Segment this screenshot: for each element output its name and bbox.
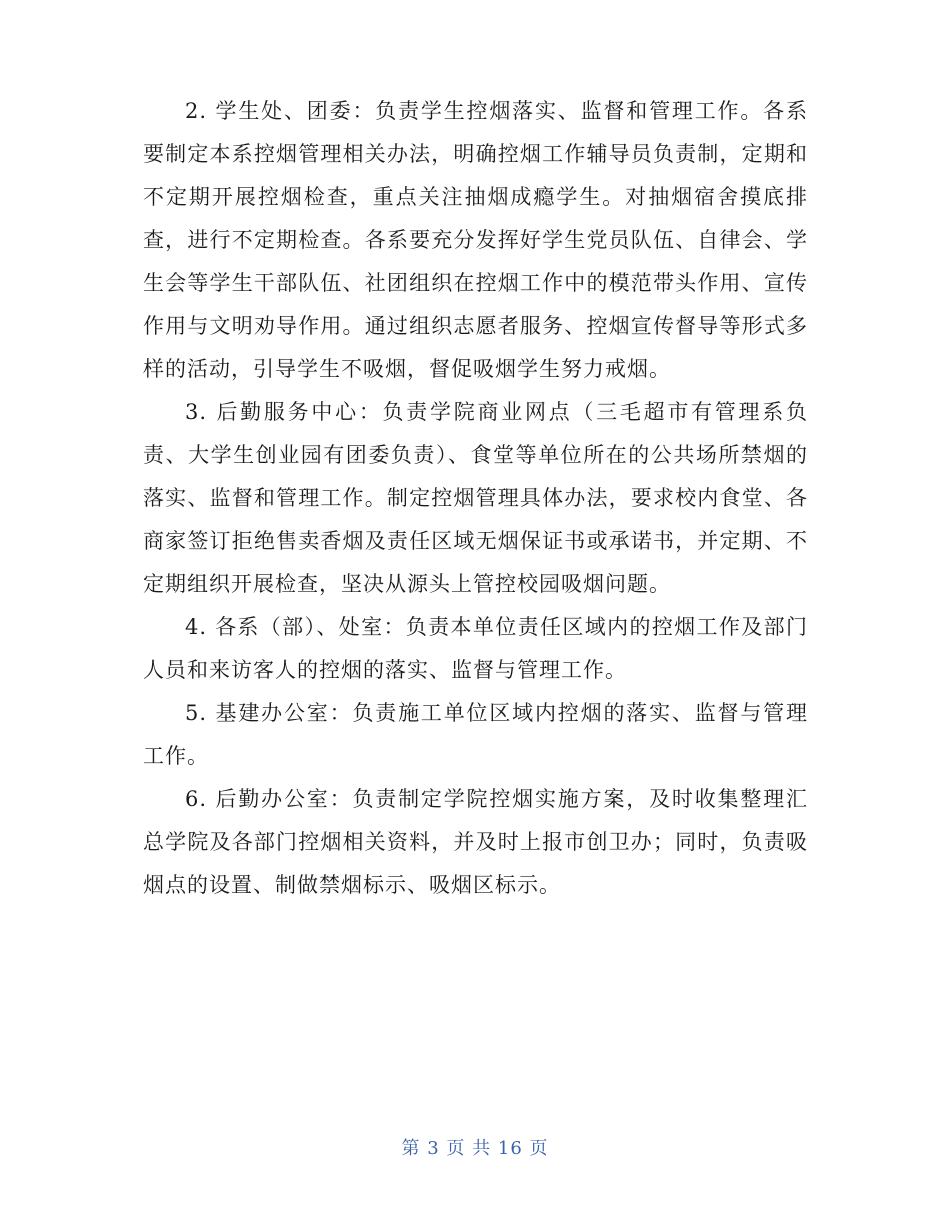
paragraph-departments: 4. 各系（部）、处室：负责本单位责任区域内的控烟工作及部门人员和来访客人的控烟的落实、监督与管理工作。	[143, 615, 808, 682]
paragraph-construction-office: 5. 基建办公室：负责施工单位区域内控烟的落实、监督与管理工作。	[143, 701, 808, 768]
footer-current-page: 3	[427, 1138, 440, 1159]
footer-total-pages: 16	[497, 1138, 523, 1159]
paragraph-logistics-office: 6. 后勤办公室：负责制定学院控烟实施方案，及时收集整理汇总学院及各部门控烟相关资料，并及时上报市创卫办；同时，负责吸烟点的设置、制做禁烟标示、吸烟区标示。	[143, 787, 808, 897]
footer-middle: 页 共	[446, 1138, 492, 1159]
paragraph-student-affairs: 2. 学生处、团委：负责学生控烟落实、监督和管理工作。各系要制定本系控烟管理相关办法，明确控烟工作辅导员负责制，定期和不定期开展控烟检查，重点关注抽烟成瘾学生。对抽烟宿舍摸底排查，进行不定期检查。各系要充分发挥好学生党员队伍、自律会、学生会等学生干部队伍、社团组织在控烟工作中的模范带头作用、宣传作用与文明劝导作用。通过组织志愿者服务、控烟宣传督导等形式多样的活动，引导学生不吸烟，督促吸烟学生努力戒烟。	[143, 99, 808, 381]
footer-prefix: 第	[401, 1138, 421, 1159]
document-body	[143, 90, 808, 907]
paragraph-logistics-service: 3. 后勤服务中心：负责学院商业网点（三毛超市有管理系负责、大学生创业园有团委负责）、食堂等单位所在的公共场所禁烟的落实、监督和管理工作。制定控烟管理具体办法，要求校内食堂、各商家签订拒绝售卖香烟及责任区域无烟保证书或承诺书，并定期、不定期组织开展检查，坚决从源头上管控校园吸烟问题。	[143, 400, 808, 596]
footer-suffix: 页	[529, 1138, 549, 1159]
page-footer	[0, 1134, 950, 1160]
